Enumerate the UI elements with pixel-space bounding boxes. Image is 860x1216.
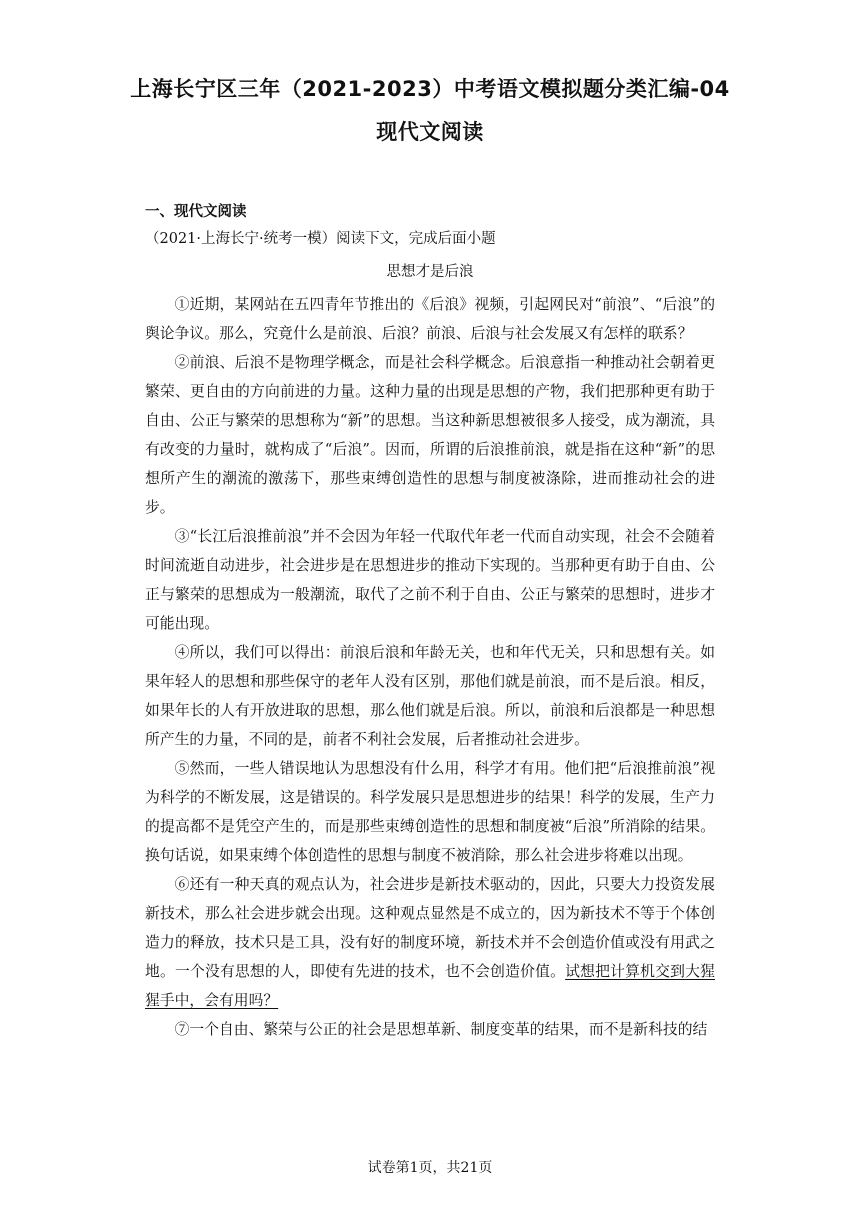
passage-title: 思想才是后浪 — [386, 264, 474, 280]
document-subtitle: 现代文阅读 — [376, 120, 484, 144]
page-footer: 试卷第1页，共21页 — [367, 1160, 493, 1176]
underlined-sentence: 试想把计算机交到大猩猩手中，会有用吗？ — [145, 963, 715, 1009]
paragraph-5 — [145, 754, 715, 870]
paragraph-1 — [145, 290, 715, 348]
paragraph-text: ④所以，我们可以得出：前浪后浪和年龄无关，也和年代无关，只和思想有关。如果年轻人的思想和那些保守的老年人没有区别，那他们就是前浪，而不是后浪。相反，如果年长的人有开放进取的思想，那么他们就是后浪。所以，前浪和后浪都是一种思想所产生的力量，不同的是，前者不利社会发展，后者推动社会进步。 — [145, 644, 715, 748]
section-heading: 一、现代文阅读 — [145, 204, 247, 220]
source-note: （2021·上海长宁·统考一模）阅读下文，完成后面小题 — [145, 231, 496, 247]
paragraph-text: ⑥还有一种天真的观点认为，社会进步是新技术驱动的，因此，只要大力投资发展新技术，那么社会进步就会出现。这种观点显然是不成立的，因为新技术不等于个体创造力的释放，技术只是工具，没有好的制度环境，新技术并不会创造价值或没有用武之地。一个没有思想的人，即使有先进的技术，也不会创造价值。 — [145, 876, 715, 980]
paragraph-6 — [145, 870, 715, 1015]
paragraph-text: ②前浪、后浪不是物理学概念，而是社会科学概念。后浪意指一种推动社会朝着更繁荣、更自由的方向前进的力量。这种力量的出现是思想的产物，我们把那种更有助于自由、公正与繁荣的思想称为“新”的思想。当这种新思想被很多人接受，成为潮流，具有改变的力量时，就构成了“后浪”。因而，所谓的后浪推前浪，就是指在这种“新”的思想所产生的潮流的激荡下，那些束缚创造性的思想与制度被涤除，进而推动社会的进步。 — [145, 354, 715, 516]
paragraph-text: ⑤然而，一些人错误地认为思想没有什么用，科学才有用。他们把“后浪推前浪”视为科学的不断发展，这是错误的。科学发展只是思想进步的结果！科学的发展，生产力的提高都不是凭空产生的，而是那些束缚创造性的思想和制度被“后浪”所消除的结果。换句话说，如果束缚个体创造性的思想与制度不被消除，那么社会进步将难以出现。 — [145, 760, 715, 864]
paragraph-3 — [145, 522, 715, 638]
paragraph-4 — [145, 638, 715, 754]
paragraph-7 — [145, 1015, 715, 1044]
passage-body — [145, 290, 715, 1044]
paragraph-text: ①近期，某网站在五四青年节推出的《后浪》视频，引起网民对“前浪”、“后浪”的舆论争议。那么，究竟什么是前浪、后浪？前浪、后浪与社会发展又有怎样的联系？ — [145, 296, 715, 342]
paragraph-2 — [145, 348, 715, 522]
paragraph-text: ③“长江后浪推前浪”并不会因为年轻一代取代年老一代而自动实现，社会不会随着时间流逝自动进步，社会进步是在思想进步的推动下实现的。当那种更有助于自由、公正与繁荣的思想成为一般潮流，取代了之前不利于自由、公正与繁荣的思想时，进步才可能出现。 — [145, 528, 715, 632]
paragraph-text: ⑦一个自由、繁荣与公正的社会是思想革新、制度变革的结果，而不是新科技的结 — [174, 1021, 708, 1038]
document-title: 上海长宁区三年（2021-2023）中考语文模拟题分类汇编-04 — [130, 77, 730, 101]
